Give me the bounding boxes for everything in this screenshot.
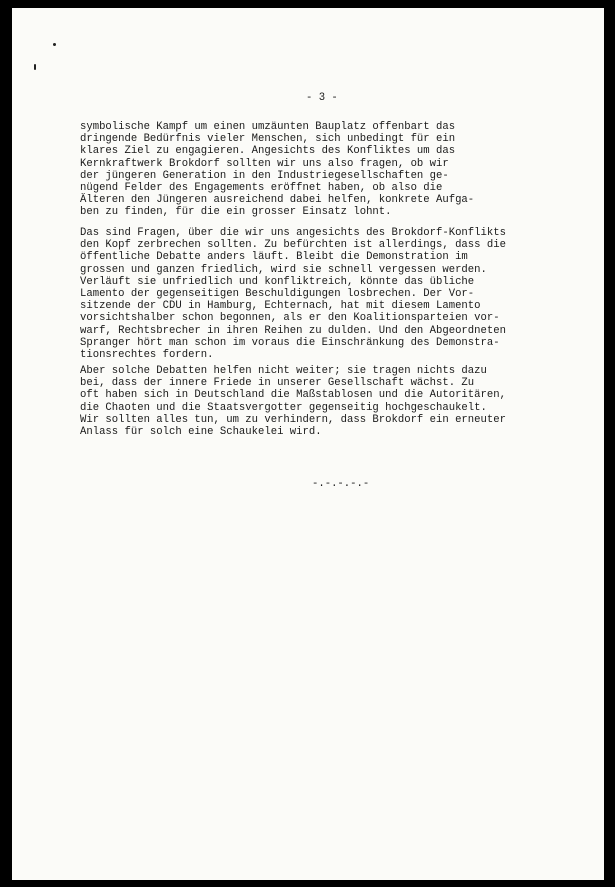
- closing-mark: -.-.-.-.-: [312, 478, 370, 490]
- text-line: nügend Felder des Engagements eröffnet haben, ob also die: [80, 182, 443, 195]
- paragraph-3: [80, 365, 560, 438]
- text-line: öffentliche Debatte anders läuft. Bleibt die Demonstration im: [80, 251, 468, 264]
- text-line: Anlass für solch eine Schaukelei wird.: [80, 426, 322, 439]
- text-line: bei, dass der innere Friede in unserer Gesellschaft wächst. Zu: [80, 377, 475, 390]
- text-line: Älteren den Jüngeren ausreichend dabei helfen, konkrete Aufga-: [80, 194, 475, 207]
- text-line: Spranger hört man schon im voraus die Einschränkung des Demonstra-: [80, 336, 500, 349]
- scan-speck: [53, 43, 56, 46]
- text-line: Das sind Fragen, über die wir uns angesichts des Brokdorf-Konflikts: [80, 227, 506, 239]
- text-line: tionsrechtes fordern.: [80, 349, 214, 362]
- document-page: [12, 8, 604, 880]
- text-line: die Chaoten und die Staatsvergotter gegenseitig hochgeschaukelt.: [80, 401, 487, 414]
- text-line: oft haben sich in Deutschland die Maßstablosen und die Autoritären,: [80, 389, 506, 402]
- paragraph-1: [80, 121, 560, 219]
- scan-speck: [34, 64, 36, 70]
- text-line: ben zu finden, für die ein grosser Einsatz lohnt.: [80, 206, 392, 219]
- text-line: symbolische Kampf um einen umzäunten Bauplatz offenbart das: [80, 121, 456, 133]
- paragraph-2: [80, 227, 560, 361]
- text-line: der jüngeren Generation in den Industriegesellschaften ge-: [80, 169, 449, 182]
- text-line: Verläuft sie unfriedlich und konfliktreich, könnte das übliche: [80, 275, 475, 288]
- text-line: Wir sollten alles tun, um zu verhindern, dass Brokdorf ein erneuter: [80, 413, 506, 426]
- text-line: Lamento der gegenseitigen Beschuldigungen losbrechen. Der Vor-: [80, 288, 475, 301]
- text-line: grossen und ganzen friedlich, wird sie schnell vergessen werden.: [80, 263, 487, 276]
- text-line: den Kopf zerbrechen sollten. Zu befürchten ist allerdings, dass die: [80, 239, 506, 252]
- page-number: - 3 -: [306, 92, 338, 104]
- text-line: sitzende der CDU in Hamburg, Echternach, hat mit diesem Lamento: [80, 300, 481, 313]
- text-line: Kernkraftwerk Brokdorf sollten wir uns also fragen, ob wir: [80, 157, 449, 170]
- text-line: dringende Bedürfnis vieler Menschen, sich unbedingt für ein: [80, 133, 456, 146]
- text-line: Aber solche Debatten helfen nicht weiter; sie tragen nichts dazu: [80, 365, 487, 377]
- text-line: vorsichtshalber schon begonnen, als er den Koalitionsparteien vor-: [80, 312, 500, 325]
- text-line: warf, Rechtsbrecher in ihren Reihen zu dulden. Und den Abgeordneten: [80, 324, 506, 337]
- text-line: klares Ziel zu engagieren. Angesichts des Konfliktes um das: [80, 145, 456, 158]
